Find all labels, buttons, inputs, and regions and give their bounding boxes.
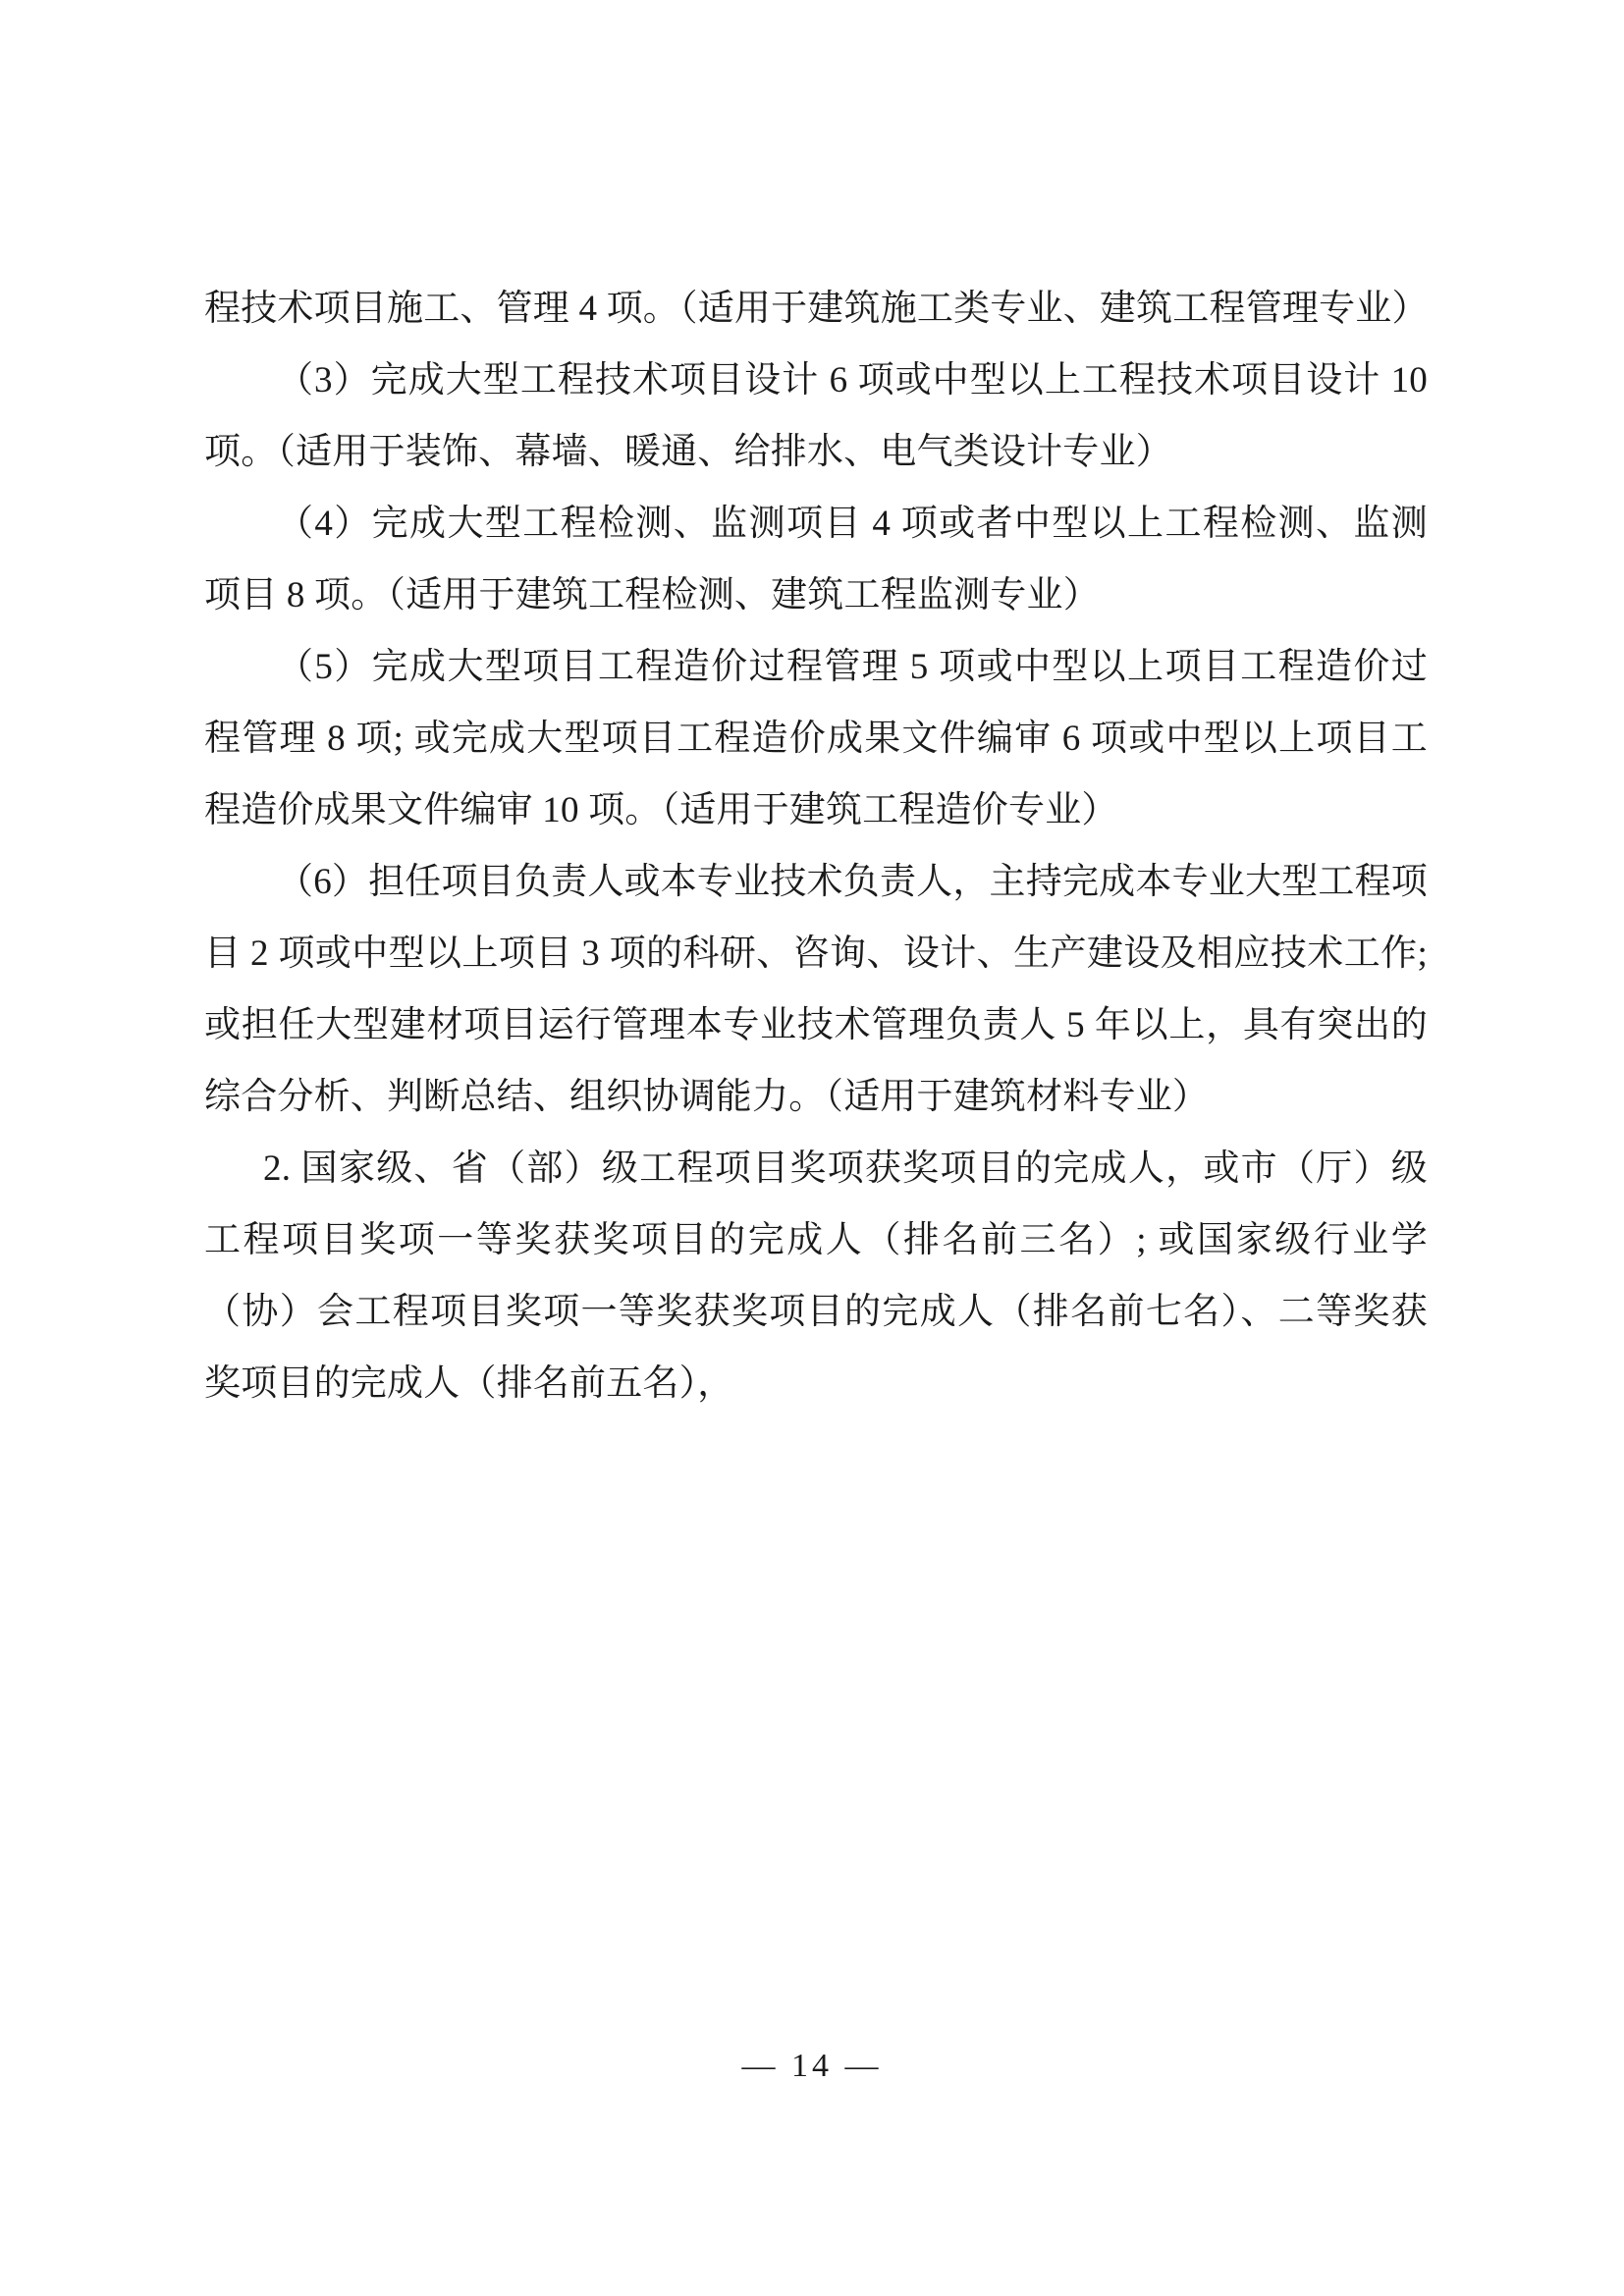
paragraph-item-5: （5）完成大型项目工程造价过程管理 5 项或中型以上项目工程造价过程管理 8 项; 或完成大型项目工程造价成果文件编审 6 项或中型以上项目工程造价成果文件编审 10 项。（适用于建筑工程造价专业） [204,647,1428,830]
document-body [204,273,1428,1419]
paragraph-item-4: （4）完成大型工程检测、监测项目 4 项或者中型以上工程检测、监测项目 8 项。（适用于建筑工程检测、建筑工程监测专业） [204,504,1428,615]
page-number: — 14 — [741,2048,883,2084]
paragraph-item-6: （6）担任项目负责人或本专业技术负责人，主持完成本专业大型工程项目 2 项或中型以上项目 3 项的科研、咨询、设计、生产建设及相应技术工作; 或担任大型建材项目运行管理本专业技术管理负责人 5 年以上，具有突出的综合分析、判断总结、组织协调能力。（适用于建筑材料专业） [204,862,1428,1117]
paragraph-item-2: 2. 国家级、省（部）级工程项目奖项获奖项目的完成人，或市（厅）级工程项目奖项一等奖获奖项目的完成人（排名前三名）; 或国家级行业学（协）会工程项目奖项一等奖获奖项目的完成人（排名前七名）、二等奖获奖项目的完成人（排名前五名）， [204,1148,1428,1404]
paragraph-item-3: （3）完成大型工程技术项目设计 6 项或中型以上工程技术项目设计 10 项。（适用于装饰、幕墙、暖通、给排水、电气类设计专业） [204,360,1428,472]
paragraph-continued: 程技术项目施工、管理 4 项。（适用于建筑施工类专业、建筑工程管理专业） [204,289,1429,329]
